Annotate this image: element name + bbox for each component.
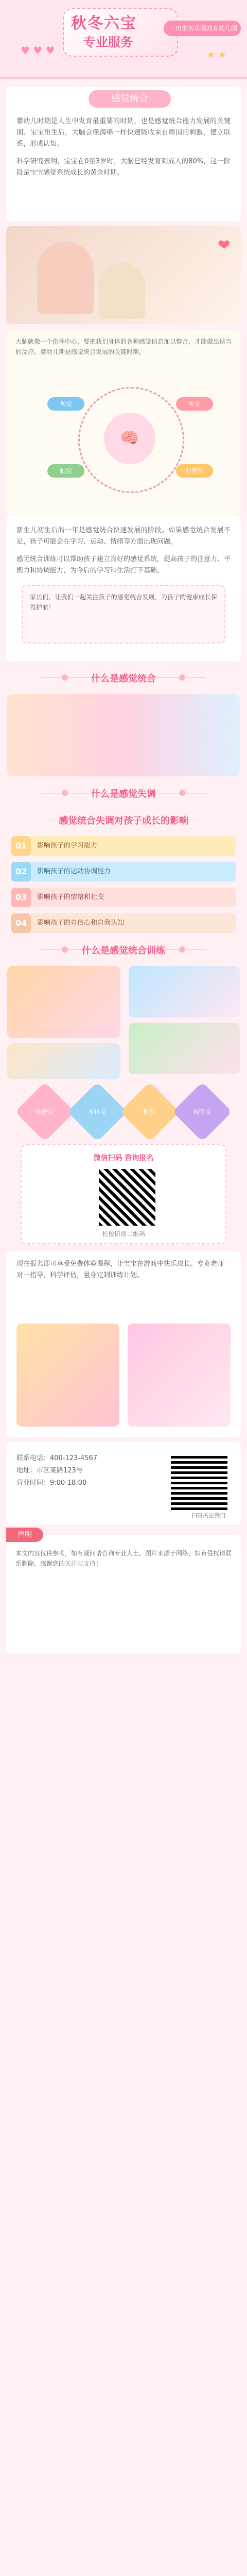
diamond-touch	[120, 1082, 180, 1142]
impact-text: 影响孩子的学习能力	[31, 836, 236, 856]
diamond-label: 前庭觉	[35, 1108, 55, 1115]
brain-icon: 🧠	[104, 413, 155, 464]
sense-diamonds	[0, 1091, 247, 1133]
contact-info	[16, 1452, 155, 1489]
stars-decoration: ★ ★	[207, 49, 226, 60]
diamond-label: 触觉	[143, 1108, 156, 1115]
event-text: 现在报名即可享受免费体验课程，让宝宝在游戏中快乐成长。专业老师一对一指导，科学评估，量身定制训练计划。	[16, 1260, 231, 1279]
impact-number: 01	[11, 836, 31, 856]
diamond-visual-auditory	[172, 1082, 232, 1142]
contact-section	[6, 1442, 241, 1524]
section-title-imbalance	[0, 783, 247, 803]
brain-card	[6, 330, 241, 516]
section-title-impact	[0, 809, 247, 830]
contact-line: 联系电话：400-123-4567	[16, 1454, 98, 1462]
section-label: 什么是感觉统合	[91, 673, 156, 684]
chip-touch: 触觉	[47, 464, 84, 478]
brain-text: 大脑就像一个指挥中心，要把我们身体的各种感觉信息加以整合，才能做出适当的反应。婴幼儿期是感觉统合发展的关键时期。	[15, 338, 232, 355]
impact-item-1	[11, 836, 236, 856]
impact-item-4	[11, 913, 236, 933]
training-gallery	[7, 966, 240, 1079]
section-title-what	[0, 667, 247, 688]
header-banner	[0, 0, 247, 79]
chip-vision: 视觉	[47, 397, 84, 411]
quote-text: 家长们，让我们一起关注孩子的感觉统合发展，为孩子的健康成长保驾护航！	[30, 594, 217, 611]
heart-icon: ❤	[217, 236, 231, 255]
statement-section	[6, 1531, 241, 1653]
event-photo-left	[16, 1324, 119, 1427]
gallery-photo	[7, 966, 120, 1038]
photo-baby	[99, 262, 145, 319]
chip-vestibular: 前庭觉	[176, 464, 213, 478]
diamond-vestibular	[15, 1082, 75, 1142]
page-title: 秋冬六宝	[71, 14, 137, 32]
gallery-photo	[129, 1023, 240, 1074]
content-section	[6, 516, 241, 661]
contact-line: 营业时间：9:00-18:00	[16, 1479, 87, 1487]
contact-qr-label: 扫码关注我们	[191, 1512, 225, 1519]
impact-text: 影响孩子的运动协调能力	[31, 862, 236, 882]
content-paragraph-1: 新生儿初生后的一年是感觉统合快速发展的阶段。如果感觉统合发展不足，孩子可能会在学习、运动、情绪等方面出现问题。	[16, 527, 231, 546]
event-photo-right	[128, 1324, 231, 1427]
intro-paragraph-2: 科学研究表明，宝宝在0至3岁时，大脑已经发育到成人的80%，这一阶段是宝宝感觉系统成长的黄金时期。	[16, 158, 231, 177]
activity-strip	[7, 694, 240, 776]
qr-caption: 长按识别二维码	[101, 1230, 145, 1238]
chip-hearing: 听觉	[176, 397, 213, 411]
qr-card	[21, 1144, 226, 1244]
hearts-decoration: ♥ ♥ ♥	[21, 44, 55, 57]
diamond-label: 本体觉	[87, 1108, 107, 1115]
intro-subhead: 感觉统合	[89, 90, 171, 108]
intro-section	[6, 87, 241, 221]
section-label: 什么是感觉统合训练	[82, 945, 165, 956]
impact-number: 04	[11, 913, 31, 933]
contact-line: 地址：市区某路123号	[16, 1467, 83, 1475]
page-subtitle: 专业服务	[83, 35, 133, 49]
section-title-benefit	[0, 939, 247, 960]
statement-text: 本文内容仅供参考，如有疑问请咨询专业人士。图片来源于网络，如有侵权请联系删除。感谢您的关注与支持！	[15, 1550, 232, 1567]
gallery-photo	[7, 1043, 120, 1079]
quote-box	[22, 585, 225, 643]
org-badge: 一 出生名乐园教育幼儿园 一	[164, 21, 241, 36]
intro-photo	[6, 226, 241, 324]
impact-number: 02	[11, 862, 31, 882]
section-label: 什么是感觉失调	[91, 789, 156, 800]
diamond-label: 视听觉	[192, 1108, 212, 1115]
photo-parent	[37, 242, 94, 314]
section-label: 感觉统合失调对孩子成长的影响	[59, 816, 188, 826]
content-paragraph-2: 感觉统合训练可以帮助孩子建立良好的感觉系统，提高孩子的注意力、平衡力和协调能力，为今后的学习和生活打下基础。	[16, 555, 231, 574]
diamond-proprioception	[67, 1082, 127, 1142]
contact-qr-icon[interactable]	[171, 1453, 227, 1510]
statement-tag: 声明	[6, 1528, 43, 1542]
impact-text: 影响孩子的情绪和社交	[31, 888, 236, 907]
impact-item-3	[11, 888, 236, 907]
impact-item-2	[11, 862, 236, 882]
gallery-photo	[129, 966, 240, 1018]
intro-paragraph-1: 婴幼儿时期是人生中发育最重要的时期，也是感觉统合能力发展的关键期。宝宝出生后，大脑会像海绵一样快速吸收来自周围的刺激，建立联系，形成认知。	[16, 117, 231, 148]
qr-code-icon[interactable]	[99, 1169, 155, 1226]
impact-number: 03	[11, 888, 31, 907]
event-section	[6, 1251, 241, 1437]
qr-title: 微信扫码 咨询报名	[93, 1154, 154, 1162]
impact-text: 影响孩子的自信心和自我认知	[31, 913, 236, 933]
